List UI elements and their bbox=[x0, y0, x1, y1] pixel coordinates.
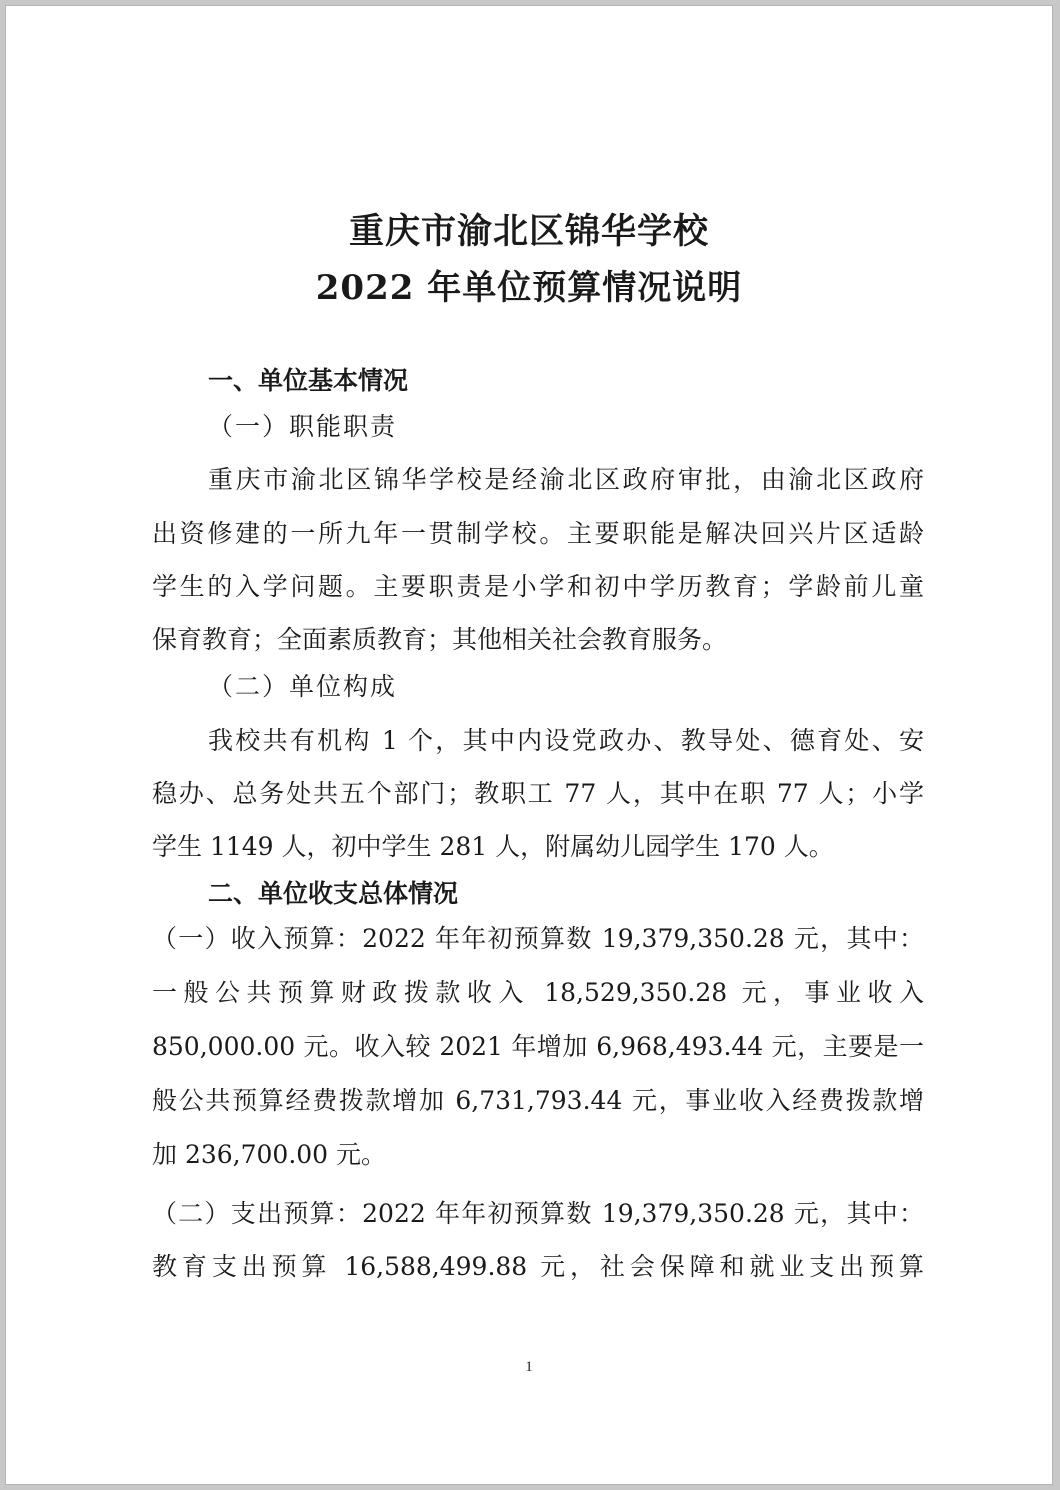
section-heading: 二、单位收支总体情况 bbox=[208, 879, 459, 908]
paragraph-line: 重庆市渝北区锦华学校是经渝北区政府审批，由渝北区政府 bbox=[208, 465, 924, 494]
document-title-line1: 重庆市渝北区锦华学校 bbox=[348, 211, 709, 252]
paragraph-line: 加 236,700.00 元。 bbox=[152, 1140, 387, 1169]
paragraph-line: 我校共有机构 1 个，其中内设党政办、教导处、德育处、安 bbox=[208, 726, 924, 755]
document-page bbox=[6, 6, 1052, 1484]
paragraph-line: （一）收入预算：2022 年年初预算数 19,379,350.28 元，其中： bbox=[152, 924, 924, 953]
subsection-heading: （二）单位构成 bbox=[208, 672, 398, 701]
paragraph-line: （二）支出预算：2022 年年初预算数 19,379,350.28 元，其中： bbox=[152, 1199, 924, 1228]
page-number: 1 bbox=[525, 1359, 533, 1375]
paragraph-line: 出资修建的一所九年一贯制学校。主要职能是解决回兴片区适龄 bbox=[152, 519, 924, 548]
paragraph-line: 保育教育；全面素质教育；其他相关社会教育服务。 bbox=[152, 625, 728, 654]
paragraph-line: 学生 1149 人，初中学生 281 人，附属幼儿园学生 170 人。 bbox=[152, 832, 834, 861]
paragraph-line: 教育支出预算 16,588,499.88 元，社会保障和就业支出预算 bbox=[152, 1252, 924, 1281]
paragraph-line: 850,000.00 元。收入较 2021 年增加 6,968,493.44 元，主要是一 bbox=[152, 1032, 924, 1061]
paragraph-line: 一般公共预算财政拨款收入 18,529,350.28 元，事业收入 bbox=[152, 978, 924, 1007]
paragraph-line: 稳办、总务处共五个部门；教职工 77 人，其中在职 77 人；小学 bbox=[152, 779, 924, 808]
paragraph-line: 学生的入学问题。主要职责是小学和初中学历教育；学龄前儿童 bbox=[152, 572, 924, 601]
paragraph-line: 般公共预算经费拨款增加 6,731,793.44 元，事业收入经费拨款增 bbox=[152, 1086, 924, 1115]
section-heading: 一、单位基本情况 bbox=[208, 366, 409, 395]
document-title-line2: 2022 年单位预算情况说明 bbox=[315, 268, 743, 308]
subsection-heading: （一）职能职责 bbox=[208, 412, 398, 441]
